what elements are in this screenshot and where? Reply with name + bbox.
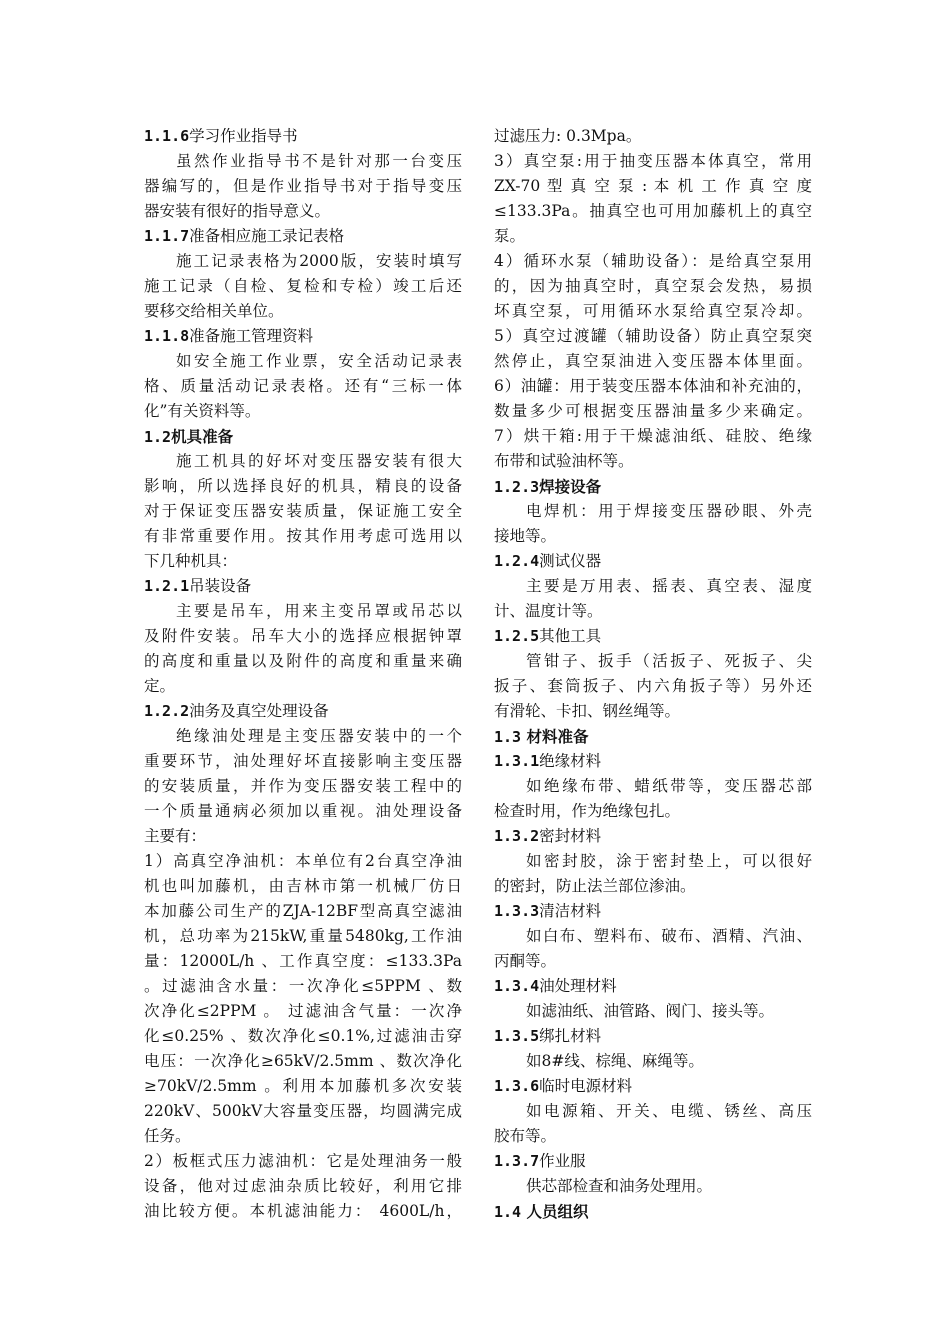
text-line: 如绝缘布带、蜡纸带等，变压器芯部 (526, 777, 812, 795)
text-line: 电压：一次净化≥65kV/2.5mm 、数次净化 (144, 1052, 462, 1070)
text-line: 定。 (144, 677, 176, 695)
text-line: 220kV、500kV大容量变压器，均圆满完成 (144, 1102, 462, 1120)
text-line: 任务。 (144, 1127, 191, 1145)
section-heading (494, 1024, 812, 1049)
text-line: 2）板框式压力滤油机：它是处理油务一般 (144, 1152, 462, 1170)
section-title: 焊接设备 (539, 477, 602, 496)
text-line: 设备，他对过虑油杂质比较好，利用它排 (144, 1177, 462, 1195)
section-number: 1.4 (494, 1203, 522, 1221)
text-line: 一个质量通病必须加以重视。油处理设备 (144, 802, 462, 820)
text-line: 重要环节，油处理好坏直接影响主变压器 (144, 752, 462, 770)
text-line: 下几种机具： (144, 552, 238, 570)
text-line: 要移交给相关单位。 (144, 302, 284, 320)
section-heading (144, 574, 462, 599)
section-heading (144, 124, 462, 149)
text-line: 格、质量活动记录表格。还有“三标一体 (144, 377, 462, 395)
text-line: 化≤0.25% 、数次净化≤0.1%,过滤油击穿 (144, 1027, 462, 1045)
section-number: 1.2.5 (494, 627, 540, 645)
section-title: 作业服 (539, 1152, 586, 1170)
text-line: 坏真空泵，可用循环水泵给真空泵冷却。 (494, 302, 812, 320)
text-line: 器编写的，但是作业指导书对于指导变压 (144, 177, 462, 195)
section-number: 1.1.6 (144, 127, 190, 145)
section-heading (144, 224, 462, 249)
section-title: 绑扎材料 (539, 1027, 602, 1045)
text-line: 及附件安装。吊车大小的选择应根据钟罩 (144, 627, 462, 645)
section-number: 1.3.5 (494, 1027, 540, 1045)
text-line: 如密封胶，涂于密封垫上，可以很好 (526, 852, 812, 870)
text-line: 施工记录（自检、复检和专检）竣工后还 (144, 277, 462, 295)
text-line: 接地等。 (494, 527, 557, 545)
text-line: 。过滤油含水量：一次净化≤5PPM 、数 (144, 977, 462, 995)
left-column (144, 124, 462, 1224)
text-line: 有滑轮、卡扣、钢丝绳等。 (494, 702, 681, 720)
section-title: 测试仪器 (539, 552, 602, 570)
text-line: 过滤压力: 0.3Mpa。 (494, 127, 642, 145)
text-line: 施工记录表格为2000版，安装时填写 (176, 252, 462, 270)
text-line: 如8#线、棕绳、麻绳等。 (526, 1052, 704, 1070)
section-heading (494, 974, 812, 999)
section-heading (494, 1074, 812, 1099)
text-line: 供芯部检查和油务处理用。 (526, 1177, 713, 1195)
text-line: 对于保证变压器安装质量，保证施工安全 (144, 502, 462, 520)
section-heading (494, 624, 812, 649)
text-line: 影响，所以选择良好的机具，精良的设备 (144, 477, 462, 495)
section-number: 1.2.3 (494, 478, 540, 496)
text-line: 如电源箱、开关、电缆、锈丝、高压 (526, 1102, 812, 1120)
section-number: 1.3.4 (494, 977, 540, 995)
section-number: 1.3.6 (494, 1077, 540, 1095)
section-number: 1.2.1 (144, 577, 190, 595)
section-number: 1.2.2 (144, 702, 190, 720)
section-number: 1.3 (494, 728, 522, 746)
section-title: 绝缘材料 (539, 752, 602, 770)
section-heading (494, 899, 812, 924)
section-heading (144, 424, 462, 449)
text-line: 主要是万用表、摇表、真空表、湿度 (526, 577, 812, 595)
text-line: 6）油罐：用于装变压器本体油和补充油的， (494, 377, 812, 395)
section-title: 临时电源材料 (539, 1077, 633, 1095)
section-title: 油处理材料 (539, 977, 617, 995)
section-number: 1.3.1 (494, 752, 540, 770)
section-number: 1.1.8 (144, 327, 190, 345)
text-line: 3）真空泵:用于抽变压器本体真空，常用 (494, 152, 812, 170)
text-line: 次净化≤2PPM 。 过滤油含气量：一次净 (144, 1002, 462, 1020)
section-heading (144, 699, 462, 724)
text-line: ≥70kV/2.5mm 。利用本加藤机多次安装 (144, 1077, 462, 1095)
text-line: ZX-70 型 真 空 泵 : 本 机 工 作 真 空 度 (494, 177, 812, 195)
text-line: 主要是吊车，用来主变吊罩或吊芯以 (176, 602, 462, 620)
section-number: 1.2.4 (494, 552, 540, 570)
text-line: 有非常重要作用。按其作用考虑可选用以 (144, 527, 462, 545)
text-line: 绝缘油处理是主变压器安装中的一个 (176, 727, 462, 745)
section-heading (494, 824, 812, 849)
section-title: 机具准备 (171, 427, 234, 446)
text-line: 泵。 (494, 227, 526, 245)
text-line: 5）真空过渡罐（辅助设备）防止真空泵突 (494, 327, 812, 345)
section-heading (494, 724, 812, 749)
text-line: 如白布、塑料布、破布、酒精、汽油、 (526, 927, 812, 945)
section-title: 油务及真空处理设备 (189, 702, 329, 720)
text-line: 数量多少可根据变压器油量多少来确定。 (494, 402, 812, 420)
text-line: 的密封，防止法兰部位渗油。 (494, 877, 696, 895)
text-line: 布带和试验油杯等。 (494, 452, 634, 470)
section-number: 1.1.7 (144, 227, 190, 245)
text-line: 机，总功率为215kW,重量5480kg,工作油 (144, 927, 462, 945)
text-line: 的高度和重量以及附件的高度和重量来确 (144, 652, 462, 670)
text-line: 如滤油纸、油管路、阀门、接头等。 (526, 1002, 775, 1020)
text-line: ≤133.3Pa。抽真空也可用加藤机上的真空 (494, 202, 812, 220)
section-heading (494, 749, 812, 774)
text-line: 化”有关资料等。 (144, 402, 261, 420)
text-line: 计、温度计等。 (494, 602, 603, 620)
section-heading (144, 324, 462, 349)
section-heading (494, 1199, 812, 1224)
text-line: 虽然作业指导书不是针对那一台变压 (176, 152, 462, 170)
text-line: 扳子、套筒扳子、内六角扳子等）另外还 (494, 677, 812, 695)
section-title: 准备相应施工录记表格 (189, 227, 345, 245)
section-heading (494, 1149, 812, 1174)
text-line: 施工机具的好坏对变压器安装有很大 (176, 452, 462, 470)
section-heading (494, 549, 812, 574)
section-number: 1.2 (144, 428, 172, 446)
text-line: 1）高真空净油机：本单位有2台真空净油 (144, 852, 462, 870)
section-title: 吊装设备 (189, 577, 252, 595)
section-heading (494, 474, 812, 499)
section-title: 其他工具 (539, 627, 602, 645)
section-title: 人员组织 (521, 1202, 589, 1221)
section-title: 准备施工管理资料 (189, 327, 314, 345)
section-number: 1.3.7 (494, 1152, 540, 1170)
text-line: 本加藤公司生产的ZJA-12BF型高真空滤油 (144, 902, 462, 920)
text-line: 电焊机：用于焊接变压器砂眼、外壳 (526, 502, 812, 520)
section-number: 1.3.2 (494, 827, 540, 845)
right-column (494, 124, 812, 1224)
text-line: 器安装有很好的指导意义。 (144, 202, 331, 220)
text-line: 的安装质量，并作为变压器安装工程中的 (144, 777, 462, 795)
section-title: 密封材料 (539, 827, 602, 845)
text-line: 检查时用，作为绝缘包扎。 (494, 802, 681, 820)
section-number: 1.3.3 (494, 902, 540, 920)
text-line: 的，因为抽真空时，真空泵会发热，易损 (494, 277, 812, 295)
text-line: 丙酮等。 (494, 952, 557, 970)
text-line: 4）循环水泵（辅助设备）：是给真空泵用 (494, 252, 812, 270)
section-title: 学习作业指导书 (189, 127, 298, 145)
text-line: 量：12000L/h 、工作真空度：≤133.3Pa (144, 952, 462, 970)
text-line: 机也叫加藤机，由吉林市第一机械厂仿日 (144, 877, 462, 895)
text-line: 胶布等。 (494, 1127, 557, 1145)
section-title: 材料准备 (521, 727, 589, 746)
text-line: 油比较方便。本机滤油能力： 4600L/h， (144, 1202, 462, 1220)
text-line: 主要有： (144, 827, 207, 845)
text-line: 如安全施工作业票，安全活动记录表 (176, 352, 462, 370)
section-title: 清洁材料 (539, 902, 602, 920)
text-line: 然停止，真空泵油进入变压器本体里面。 (494, 352, 812, 370)
text-line: 管钳子、扳手（活扳子、死扳子、尖 (526, 652, 812, 670)
text-line: 7）烘干箱:用于干燥滤油纸、硅胶、绝缘 (494, 427, 812, 445)
